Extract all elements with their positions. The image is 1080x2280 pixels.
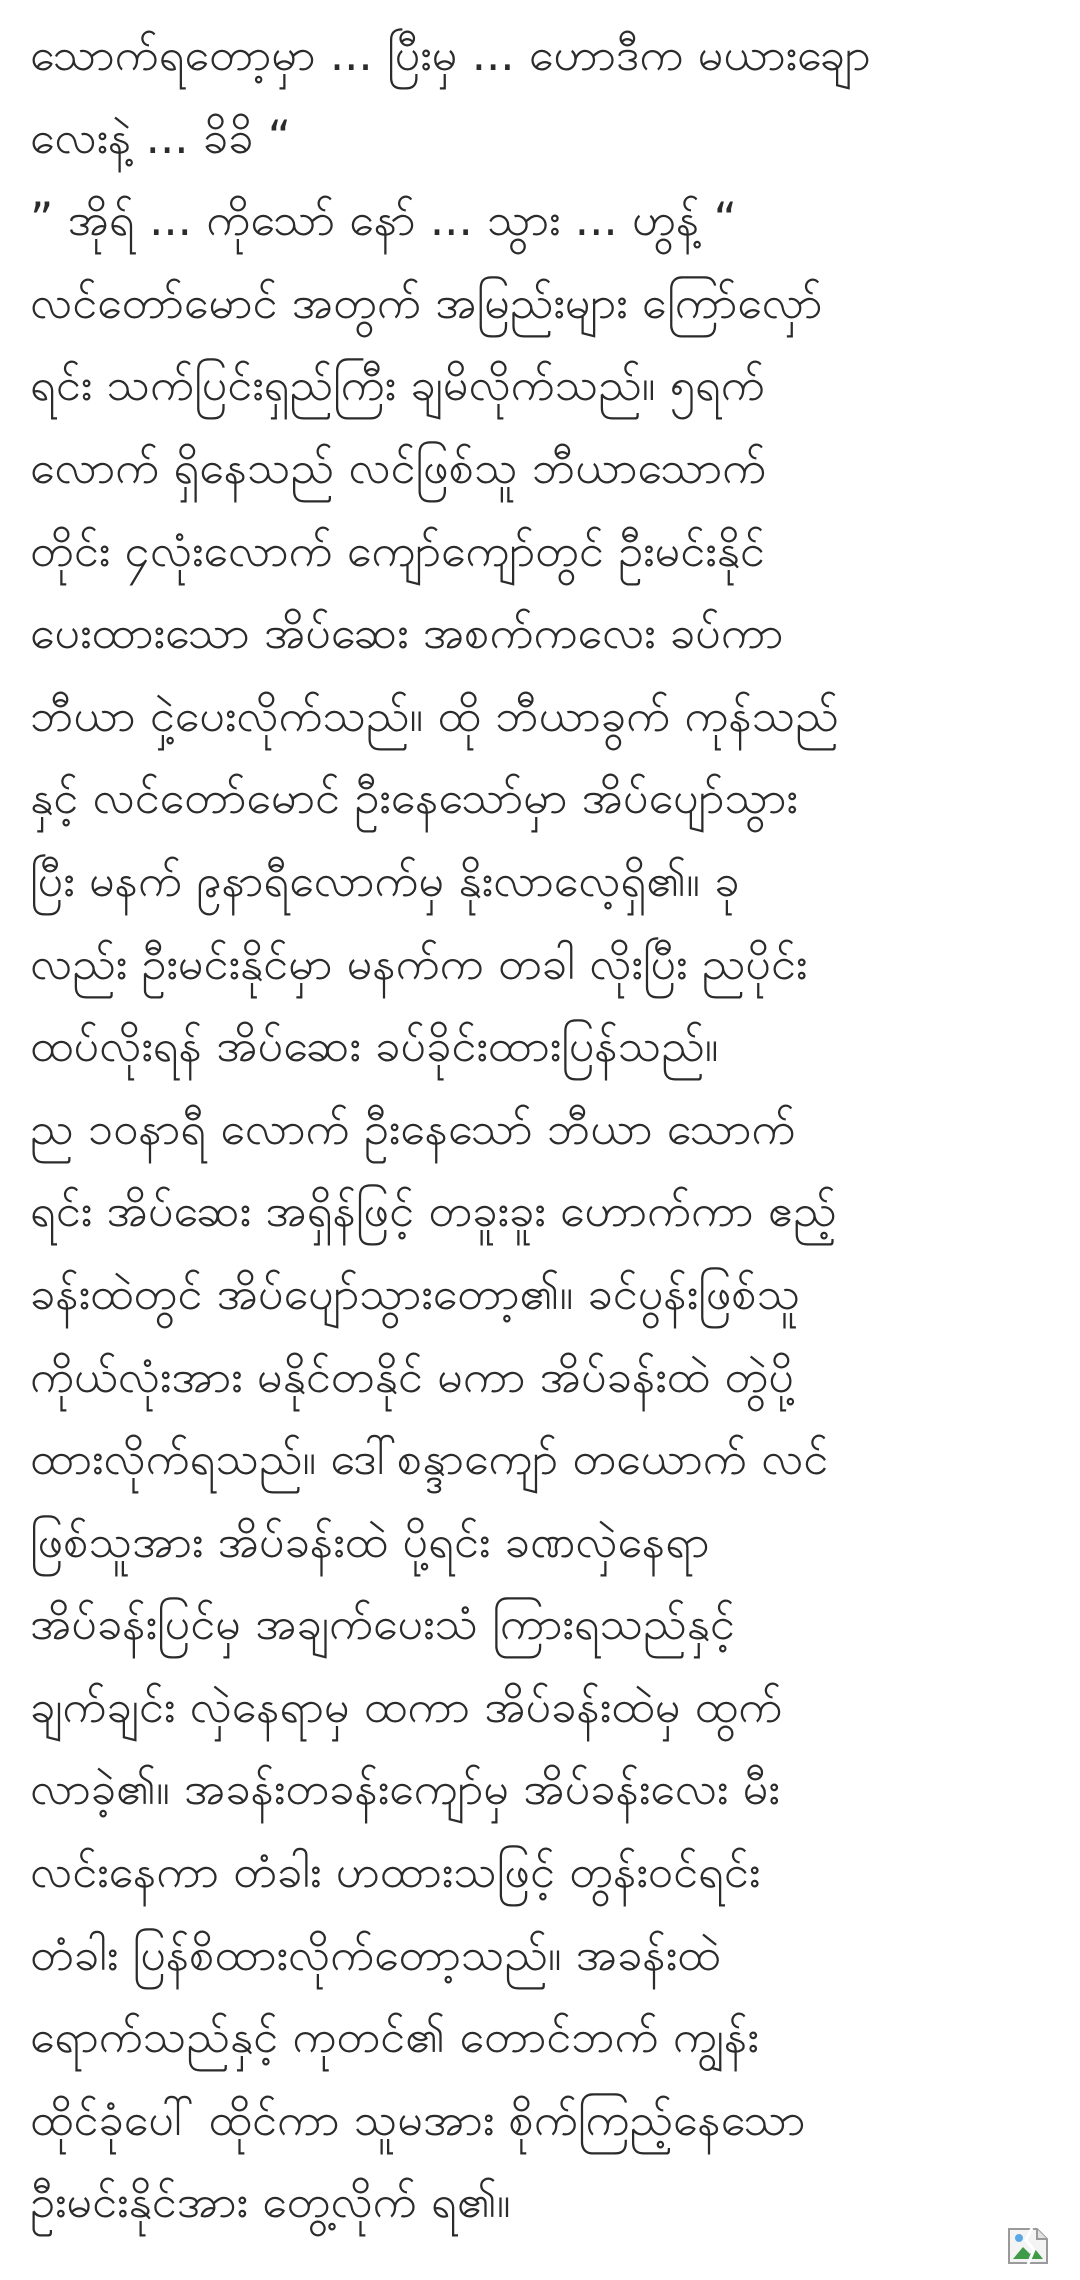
story-line: ခန်းထဲတွင် အိပ်ပျော်သွားတော့၏။ ခင်ပွန်းဖြစ်သူ bbox=[30, 1266, 801, 1320]
story-line: အိပ်ခန်းပြင်မှ အချက်ပေးသံ ကြားရသည်နှင့် bbox=[30, 1597, 735, 1651]
story-line: လောက် ရှိနေသည် လင်ဖြစ်သူ ဘီယာသောက် bbox=[30, 440, 767, 494]
story-text bbox=[30, 14, 1070, 2244]
story-line: ရောက်သည်နှင့် ကုတင်၏ တောင်ဘက် ကျွန်း bbox=[30, 2010, 759, 2064]
story-line: နှင့် လင်တော်မောင် ဦးနေသော်မှာ အိပ်ပျော်သွား bbox=[30, 771, 798, 825]
story-line: ထပ်လိုးရန် အိပ်ဆေး ခပ်ခိုင်းထားပြန်သည်။ bbox=[30, 1019, 719, 1073]
story-line: ည ၁၀နာရီ လောက် ဦးနေသော် ဘီယာ သောက် bbox=[30, 1101, 796, 1155]
story-line: လည်း ဦးမင်းနိုင်မှာ မနက်က တခါ လိုးပြီး ညပိုင်း bbox=[30, 936, 808, 990]
story-line: ” အိုရ် ... ကိုသော် နော် ... သွား ... ဟွန့် “ bbox=[30, 193, 737, 247]
broken-image-icon[interactable] bbox=[1006, 2226, 1050, 2266]
story-line: ချက်ချင်း လှဲနေရာမှ ထကာ အိပ်ခန်းထဲမှ ထွက် bbox=[30, 1679, 783, 1733]
story-line: လင်းနေကာ တံခါး ဟထားသဖြင့် တွန်းဝင်ရင်း bbox=[30, 1845, 761, 1899]
story-line: တိုင်း ၄လုံးလောက် ကျော်ကျော်တွင် ဦးမင်းနိုင် bbox=[30, 523, 765, 577]
story-line: ရင်း အိပ်ဆေး အရှိန်ဖြင့် တခူးခူး ဟောက်ကာ ဧည့် bbox=[30, 1184, 837, 1238]
story-line: တံခါး ပြန်စိထားလိုက်တော့သည်။ အခန်းထဲ bbox=[30, 1927, 721, 1981]
story-line: ဦးမင်းနိုင်အား တွေ့လိုက် ရ၏။ bbox=[30, 2175, 511, 2229]
story-line: ထားလိုက်ရသည်။ ဒေါ်စန္ဒာကျော် တယောက် လင် bbox=[30, 1432, 829, 1486]
story-line: ရင်း သက်ပြင်းရှည်ကြီး ချမိလိုက်သည်။ ၅ရက် bbox=[30, 358, 765, 412]
story-line: လေးနဲ့ ... ခိခိ “ bbox=[30, 110, 292, 164]
story-line: ကိုယ်လုံးအား မနိုင်တနိုင် မကာ အိပ်ခန်းထဲ တွဲပို့ bbox=[30, 1349, 794, 1403]
story-line: လင်တော်မောင် အတွက် အမြည်းများ ကြော်လှော် bbox=[30, 275, 823, 329]
story-line: ပေးထားသော အိပ်ဆေး အစက်ကလေး ခပ်ကာ bbox=[30, 606, 784, 660]
story-line: ဖြစ်သူအား အိပ်ခန်းထဲ ပို့ရင်း ခဏလှဲနေရာ bbox=[30, 1514, 710, 1568]
story-line: ထိုင်ခုံပေါ် ထိုင်ကာ သူမအား စိုက်ကြည့်နေသော bbox=[30, 2092, 806, 2146]
story-line: သောက်ရတော့မှာ ... ပြီးမှ ... ဟောဒီက မယားချော bbox=[30, 28, 871, 81]
story-line: ဘီယာ ငှဲ့ပေးလိုက်သည်။ ထို ဘီယာခွက် ကုန်သည် bbox=[30, 688, 839, 742]
story-line: ပြီး မနက် ၉နာရီလောက်မှ နိုးလာလေ့ရှိ၏။ ခု bbox=[30, 853, 740, 907]
story-line: လာခဲ့၏။ အခန်းတခန်းကျော်မှ အိပ်ခန်းလေး မီး bbox=[30, 1762, 780, 1816]
